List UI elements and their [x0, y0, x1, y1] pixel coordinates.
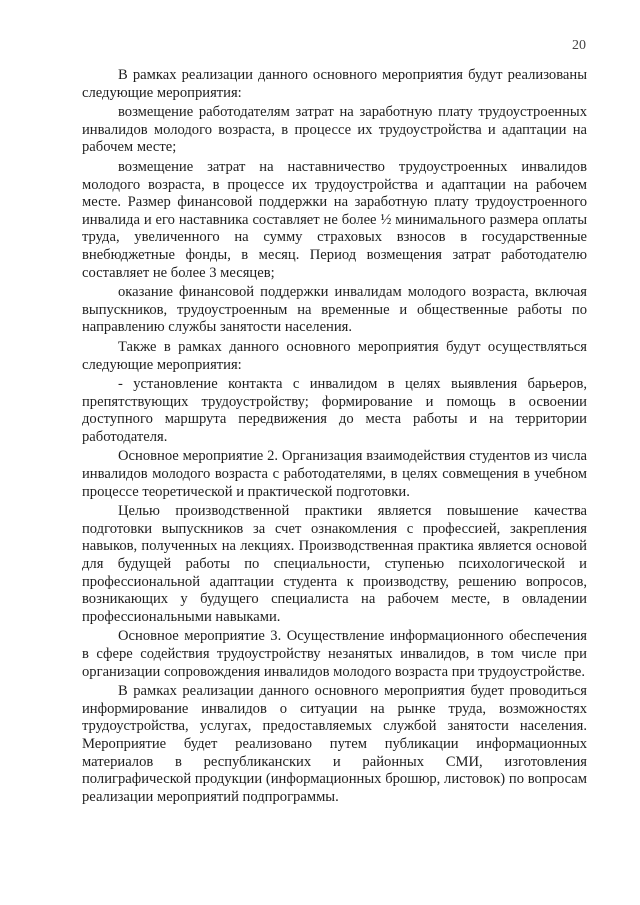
paragraph-informing: В рамках реализации данного основного мероприятия будет проводиться информирование инвалидов о ситуации на рынке труда, возможностях трудоустройства, услугах, предоставляемых службой занятости населения. Мероприятие будет реализовано путем публикации информационных материалов в республиканских и районных СМИ, изготовления полиграфической продукции (информационных брошюр, листовок) по вопросам реализации мероприятий подпрограммы. — [82, 683, 587, 805]
paragraph-wage-compensation: возмещение работодателям затрат на заработную плату трудоустроенных инвалидов молодого возраста, в процессе их трудоустройства и адаптации на рабочем месте; — [82, 104, 587, 156]
paragraph-contact-establishment: - установление контакта с инвалидом в целях выявления барьеров, препятствующих трудоустройству; формирование и помощь в освоении доступного маршрута передвижения до места работы и на территории работодателя. — [82, 376, 587, 445]
paragraph-main-measure-2: Основное мероприятие 2. Организация взаимодействия студентов из числа инвалидов молодого возраста с работодателями, в целях совмещения в учебном процессе теоретической и практической подготовки. — [82, 448, 587, 500]
paragraph-financial-support: оказание финансовой поддержки инвалидам молодого возраста, включая выпускников, трудоустроенным на временные и общественные работы по направлению службы занятости населения. — [82, 284, 587, 336]
page-number: 20 — [572, 38, 586, 53]
paragraph-main-measure-3: Основное мероприятие 3. Осуществление информационного обеспечения в сфере содействия трудоустройству незанятых инвалидов, в том числе при организации сопровождения инвалидов молодого возраста при трудоустройстве. — [82, 628, 587, 680]
paragraph-practice-goal: Целью производственной практики является повышение качества подготовки выпускников за счет ознакомления с профессией, закрепления навыков, полученных на лекциях. Производственная практика является основой для будущей работы по специальности, ступенью психологической и профессиональной адаптации студента к производству, решению вопросов, возникающих у будущего специалиста на рабочем месте, в овладении профессиональными навыками. — [82, 503, 587, 625]
paragraph-additional-measures: Также в рамках данного основного мероприятия будут осуществляться следующие мероприятия: — [82, 338, 587, 373]
paragraph-intro: В рамках реализации данного основного мероприятия будут реализованы следующие мероприятия: — [82, 67, 587, 101]
document-body — [82, 67, 587, 808]
paragraph-mentoring-compensation: возмещение затрат на наставничество трудоустроенных инвалидов молодого возраста, в процессе их трудоустройства и адаптации на рабочем месте. Размер финансовой поддержки на заработную плату трудоустроенного инвалида и его наставника составляет не более ½ минимального размера оплаты труда, увеличенного на сумму страховых взносов в государственные внебюджетные фонды, в месяц. Период возмещения затрат работодателю составляет не более 3 месяцев; — [82, 158, 587, 281]
